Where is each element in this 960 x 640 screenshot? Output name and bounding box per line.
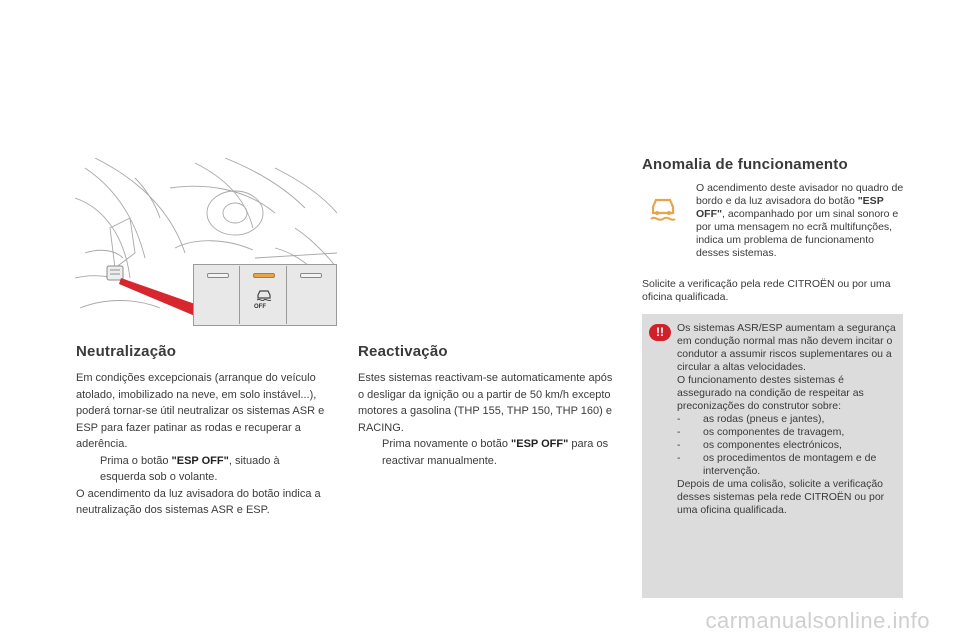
esp-off-label: OFF (254, 304, 266, 310)
switch-left (195, 266, 240, 324)
warning-list-item: - os procedimentos de montagem e de intervenção. (677, 452, 877, 477)
watermark: carmanualsonline.info (705, 608, 930, 633)
warning-text (677, 322, 897, 517)
esp-car-icon (255, 288, 273, 302)
warning-conditions: O funcionamento destes sistemas é assegurado na condição de respeitar as preconizações do construtor sobre: (677, 374, 864, 412)
pointer-arrow (119, 278, 195, 316)
warning-icon: !! (649, 324, 671, 341)
malfunction-title: Anomalia de funcionamento (642, 156, 848, 173)
warning-list-item: - as rodas (pneus e jantes), (677, 413, 825, 425)
reactivation-title: Reactivação (358, 343, 448, 360)
esp-off-ref: "ESP OFF" (696, 195, 884, 220)
reactivation-bullet: Prima novamente o botão "ESP OFF" para os reactivar manualmente. (382, 438, 609, 467)
switch-right (287, 266, 334, 324)
malfunction-section (642, 156, 904, 173)
malfunction-advice: Solicite a verificação pela rede CITROËN ou por uma oficina qualificada. (642, 278, 891, 303)
neutralization-title: Neutralização (76, 343, 177, 360)
warning-collision-advice: Depois de uma colisão, solicite a verificação desses sistemas pela rede CITROËN ou por uma oficina qualificada. (677, 478, 885, 516)
switch-panel (193, 264, 337, 326)
esp-off-ref: "ESP OFF" (511, 438, 569, 450)
warning-list-item: - os componentes de travagem, (677, 426, 845, 438)
neutralization-bullet: Prima o botão "ESP OFF", situado à esquerda sob o volante. (100, 454, 280, 483)
reactivation-paragraph: Estes sistemas reactivam-se automaticamente após o desligar da ignição ou a partir de 50 km/h excepto motores a gasolina (THP 155, THP 150, THP 160) e RACING. (358, 372, 613, 434)
neutralization-note: O acendimento da luz avisadora do botão indica a neutralização dos sistemas ASR e ESP. (76, 487, 321, 516)
neutralization-section (76, 343, 326, 519)
warning-intro: Os sistemas ASR/ESP aumentam a segurança em condução normal mas não devem incitar o condutor a assumir riscos suplementares ou a circular a altas velocidades. (677, 322, 896, 373)
malfunction-description: O acendimento deste avisador no quadro de bordo e da luz avisadora do botão "ESP OFF", acompanhado por um sinal sonoro e por uma mensagem no ecrã multifunções, indica um problema de funcionamento desses sistemas. (696, 182, 904, 259)
esp-warning-lamp-icon (646, 194, 680, 224)
esp-off-button[interactable] (240, 266, 287, 324)
esp-off-ref: "ESP OFF" (171, 454, 229, 467)
neutralization-paragraph: Em condições excepcionais (arranque do veículo atolado, imobilizado na neve, em solo instável...), poderá tornar-se útil neutralizar os sistemas ASR e ESP para fazer patinar as rodas e recuperar a aderência. (76, 372, 325, 450)
reactivation-section (358, 343, 620, 469)
warning-box (642, 314, 903, 598)
warning-list-item: - os componentes electrónicos, (677, 439, 842, 451)
esp-off-lamp (253, 273, 275, 278)
